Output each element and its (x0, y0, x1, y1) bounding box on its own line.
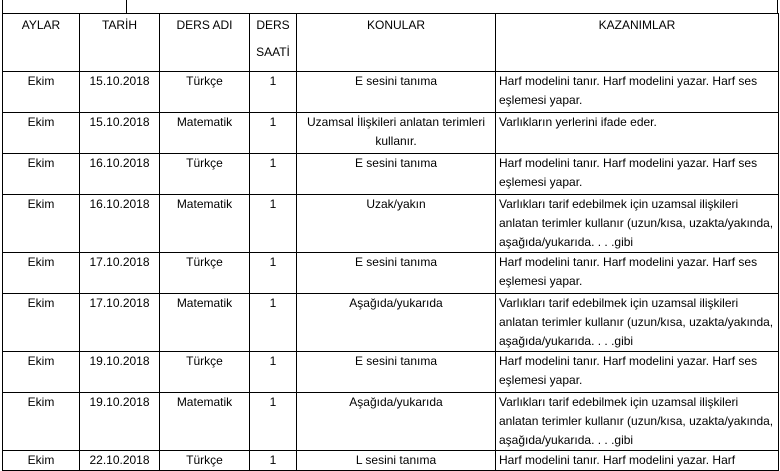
cell-month: Ekim (3, 393, 80, 451)
table-row (3, 72, 779, 113)
table-row (3, 393, 779, 451)
cell-course: Türkçe (160, 253, 250, 294)
table-row (3, 352, 779, 393)
col-header-course: DERS ADI (160, 14, 250, 72)
cell-date: 19.10.2018 (80, 393, 160, 451)
cell-hours: 1 (250, 294, 297, 352)
col-header-topics: KONULAR (297, 14, 496, 72)
cell-topic: E sesini tanıma (297, 253, 496, 294)
cell-date: 17.10.2018 (80, 294, 160, 352)
col-header-outcomes: KAZANIMLAR (496, 14, 779, 72)
cell-outcome: Varlıkların yerlerini ifade eder. (496, 113, 779, 154)
cell-month: Ekim (3, 352, 80, 393)
cell-course: Matematik (160, 393, 250, 451)
cell-outcome: Harf modelini tanır. Harf modelini yazar. Harf ses eşlemesi yapar. (496, 352, 779, 393)
cell-month: Ekim (3, 195, 80, 253)
table-row (3, 451, 779, 471)
top-rule-right (777, 0, 778, 14)
cell-date: 16.10.2018 (80, 154, 160, 195)
cell-outcome: Harf modelini tanır. Harf modelini yazar. Harf ses eşlemesi yapar. (496, 154, 779, 195)
cell-outcome: Varlıkları tarif edebilmek için uzamsal ilişkileri anlatan terimler kullanır (uzun/kısa, uzakta/yakında, aşağıda/yukarıda. . . .gibi (496, 393, 779, 451)
table-row (3, 253, 779, 294)
header-row (3, 14, 779, 72)
cell-course: Türkçe (160, 154, 250, 195)
cell-topic: Aşağıda/yukarıda (297, 294, 496, 352)
cell-topic: E sesini tanıma (297, 154, 496, 195)
lesson-plan-table (2, 13, 779, 471)
table-row (3, 195, 779, 253)
cell-month: Ekim (3, 451, 80, 471)
cell-outcome: Harf modelini tanır. Harf modelini yazar. Harf ses eşlemesi yapar. (496, 253, 779, 294)
cell-date: 15.10.2018 (80, 113, 160, 154)
cell-hours: 1 (250, 72, 297, 113)
table-row (3, 294, 779, 352)
table-row (3, 154, 779, 195)
cell-month: Ekim (3, 72, 80, 113)
cell-topic: Uzak/yakın (297, 195, 496, 253)
cell-course: Türkçe (160, 451, 250, 471)
col-header-hours-line2: SAATİ (256, 45, 290, 59)
cell-course: Türkçe (160, 72, 250, 113)
cell-hours: 1 (250, 195, 297, 253)
cell-date: 17.10.2018 (80, 253, 160, 294)
cell-month: Ekim (3, 113, 80, 154)
cell-month: Ekim (3, 253, 80, 294)
cell-outcome: Varlıkları tarif edebilmek için uzamsal ilişkileri anlatan terimler kullanır (uzun/kısa, uzakta/yakında, aşağıda/yukarıda. . . .gibi (496, 195, 779, 253)
cell-hours: 1 (250, 352, 297, 393)
cell-course: Matematik (160, 294, 250, 352)
cell-month: Ekim (3, 294, 80, 352)
top-rule-left (2, 0, 3, 14)
top-rule-mid (126, 0, 127, 14)
cell-topic: E sesini tanıma (297, 72, 496, 113)
cell-course: Matematik (160, 113, 250, 154)
col-header-hours-line1: DERS (256, 18, 290, 32)
cell-hours: 1 (250, 154, 297, 195)
col-header-month: AYLAR (3, 14, 80, 72)
cell-hours: 1 (250, 393, 297, 451)
cell-outcome: Varlıkları tarif edebilmek için uzamsal ilişkileri anlatan terimler kullanır (uzun/kısa, uzakta/yakında, aşağıda/yukarıda. . . .gibi (496, 294, 779, 352)
cell-topic: L sesini tanıma (297, 451, 496, 471)
cell-date: 19.10.2018 (80, 352, 160, 393)
cell-topic: E sesini tanıma (297, 352, 496, 393)
col-header-hours (250, 14, 297, 72)
cell-date: 22.10.2018 (80, 451, 160, 471)
cell-month: Ekim (3, 154, 80, 195)
table-row (3, 113, 779, 154)
header-top-lines (2, 0, 778, 14)
cell-date: 15.10.2018 (80, 72, 160, 113)
cell-hours: 1 (250, 253, 297, 294)
cell-topic: Aşağıda/yukarıda (297, 393, 496, 451)
cell-course: Türkçe (160, 352, 250, 393)
cell-course: Matematik (160, 195, 250, 253)
col-header-date: TARİH (80, 14, 160, 72)
cell-topic: Uzamsal İlişkileri anlatan terimleri kullanır. (297, 113, 496, 154)
cell-outcome: Harf modelini tanır. Harf modelini yazar. Harf ses eşlemesi yapar. (496, 72, 779, 113)
cell-outcome: Harf modelini tanır. Harf modelini yazar. Harf (496, 451, 779, 471)
cell-hours: 1 (250, 451, 297, 471)
cell-date: 16.10.2018 (80, 195, 160, 253)
cell-hours: 1 (250, 113, 297, 154)
